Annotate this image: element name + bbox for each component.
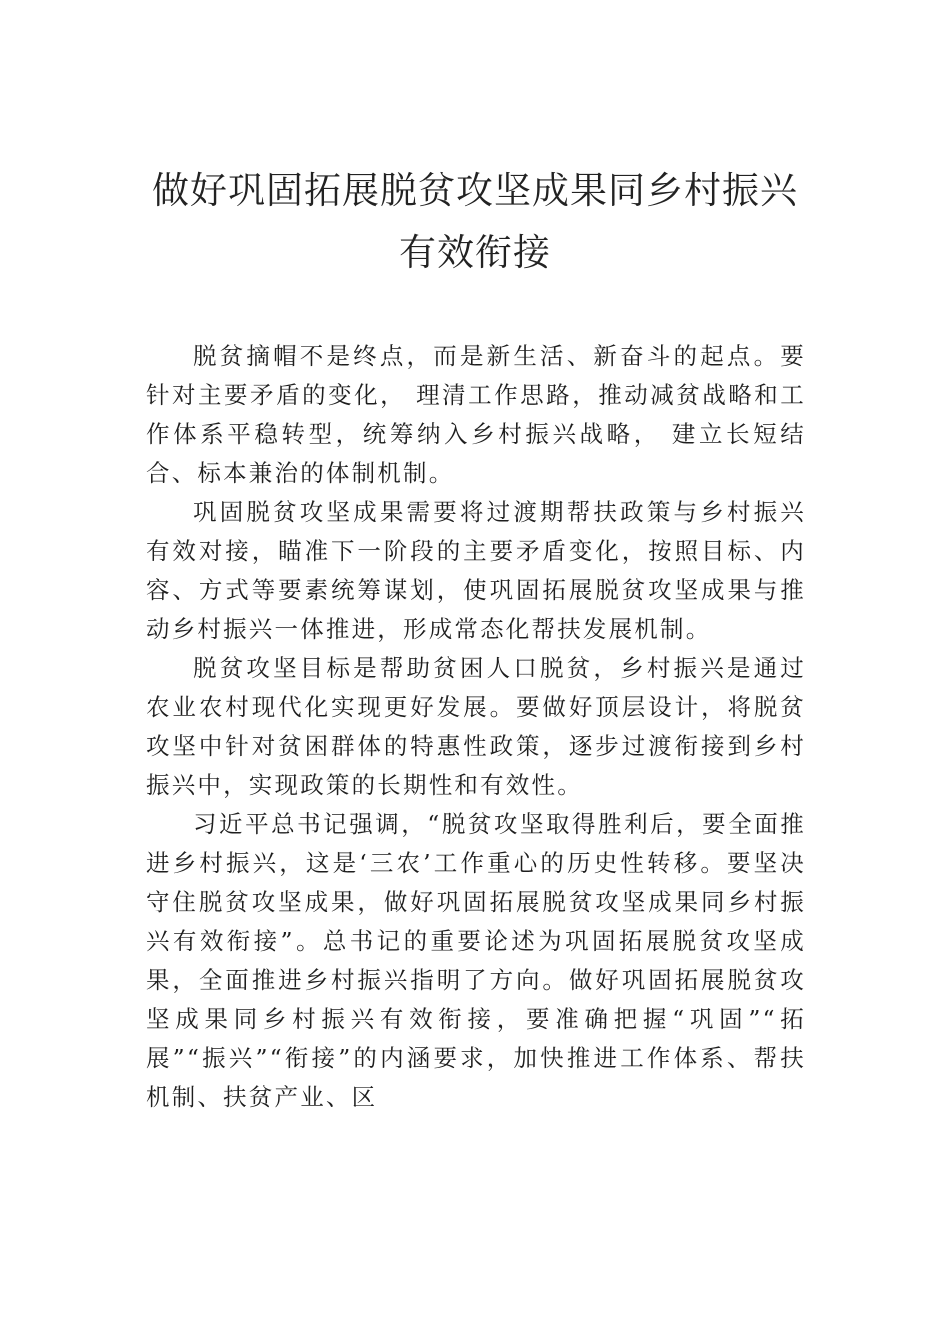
document-title: 做好巩固拓展脱贫攻坚成果同乡村振兴有效衔接	[152, 169, 798, 274]
document-body	[146, 337, 806, 1117]
paragraph-2: 巩固脱贫攻坚成果需要将过渡期帮扶政策与乡村振兴有效对接，瞄准下一阶段的主要矛盾变化，按照目标、内容、方式等要素统筹谋划，使巩固拓展脱贫攻坚成果与推动乡村振兴一体推进，形成常态化帮扶发展机制。	[146, 498, 806, 643]
paragraph-4: 习近平总书记强调，“脱贫攻坚取得胜利后，要全面推进乡村振兴，这是‘三农’工作重心的历史性转移。要坚决守住脱贫攻坚成果，做好巩固拓展脱贫攻坚成果同乡村振兴有效衔接”。总书记的重要论述为巩固拓展脱贫攻坚成果，全面推进乡村振兴指明了方向。做好巩固拓展脱贫攻坚成果同乡村振兴有效衔接，要准确把握“巩固”“拓展”“振兴”“衔接”的内涵要求，加快推进工作体系、帮扶机制、扶贫产业、区	[146, 810, 806, 1111]
paragraph-3: 脱贫攻坚目标是帮助贫困人口脱贫，乡村振兴是通过农业农村现代化实现更好发展。要做好顶层设计，将脱贫攻坚中针对贫困群体的特惠性政策，逐步过渡衔接到乡村振兴中，实现政策的长期性和有效性。	[146, 654, 806, 799]
paragraph-1: 脱贫摘帽不是终点，而是新生活、新奋斗的起点。要针对主要矛盾的变化， 理清工作思路，推动减贫战略和工作体系平稳转型，统筹纳入乡村振兴战略， 建立长短结合、标本兼治的体制机制。	[146, 342, 806, 487]
